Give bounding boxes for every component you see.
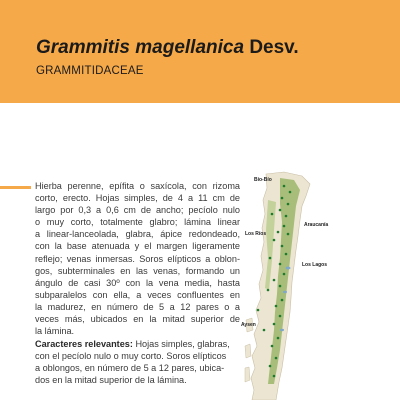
region-label: Aysen <box>241 322 256 328</box>
relevant-heading: Caracteres relevantes: <box>35 339 133 349</box>
island <box>245 367 250 382</box>
description-line: con la base atenuada y el margen ligeramente <box>35 241 240 252</box>
description-line: a linear-lanceolada, glabra, ápice redondeado, <box>35 229 240 240</box>
description-line: Hierba perenne, epífita o saxícola, con rizoma <box>35 181 240 191</box>
description-line: gos, subterminales en las venas, formando un <box>35 265 240 276</box>
region-label: Los Lagos <box>302 262 328 268</box>
relevant-first-line <box>35 338 240 350</box>
description-line: corto, erecto. Hojas simples, de 4 a 11 cm de <box>35 193 240 204</box>
description-line: o muy corto, totalmente glabro; lámina linear <box>35 217 240 228</box>
description-text <box>35 180 240 337</box>
relevant-line: a oblongos, en número de 5 a 12 pares, ubica- <box>35 363 225 374</box>
species-title <box>36 37 299 59</box>
island <box>245 344 251 358</box>
scientific-name: Grammitis magellanica <box>36 37 245 58</box>
header-band <box>0 0 400 103</box>
lake <box>286 267 291 270</box>
section-marker <box>0 186 31 189</box>
description-line: subparalelos con ella, a veces confluentes en <box>35 289 240 300</box>
relevant-text: Hojas simples, glabras, <box>132 339 230 349</box>
region-label: Bío-Bío <box>254 177 272 183</box>
region-label: Los Ríos <box>245 231 267 237</box>
lake <box>280 329 284 331</box>
distribution-map <box>241 170 400 400</box>
relevant-line: con el pecíolo nulo o muy corto. Soros elípticos <box>35 351 227 362</box>
description-line: la madurez, en número de 5 a 12 pares o a <box>35 301 240 312</box>
region-label: Araucanía <box>304 222 329 228</box>
description-line: veces más, ubicados en la mitad superior de <box>35 314 240 325</box>
description-line: la lámina. <box>35 326 75 337</box>
family-name: GRAMMITIDACEAE <box>36 65 144 77</box>
description-line: reflejo; venas inmersas. Soros elípticos a oblon- <box>35 253 240 264</box>
distribution-map-graphic <box>244 170 400 400</box>
author-name: Desv. <box>249 37 299 58</box>
description-line: largo por 0,3 a 0,6 cm de ancho; pecíolo nulo <box>35 205 240 216</box>
lake <box>283 291 287 293</box>
description-line: ángulo de casi 30º con la vena media, hasta <box>35 277 240 288</box>
relevant-line: dos en la mitad superior de la lámina. <box>35 375 187 386</box>
relevant-characters <box>35 338 240 386</box>
